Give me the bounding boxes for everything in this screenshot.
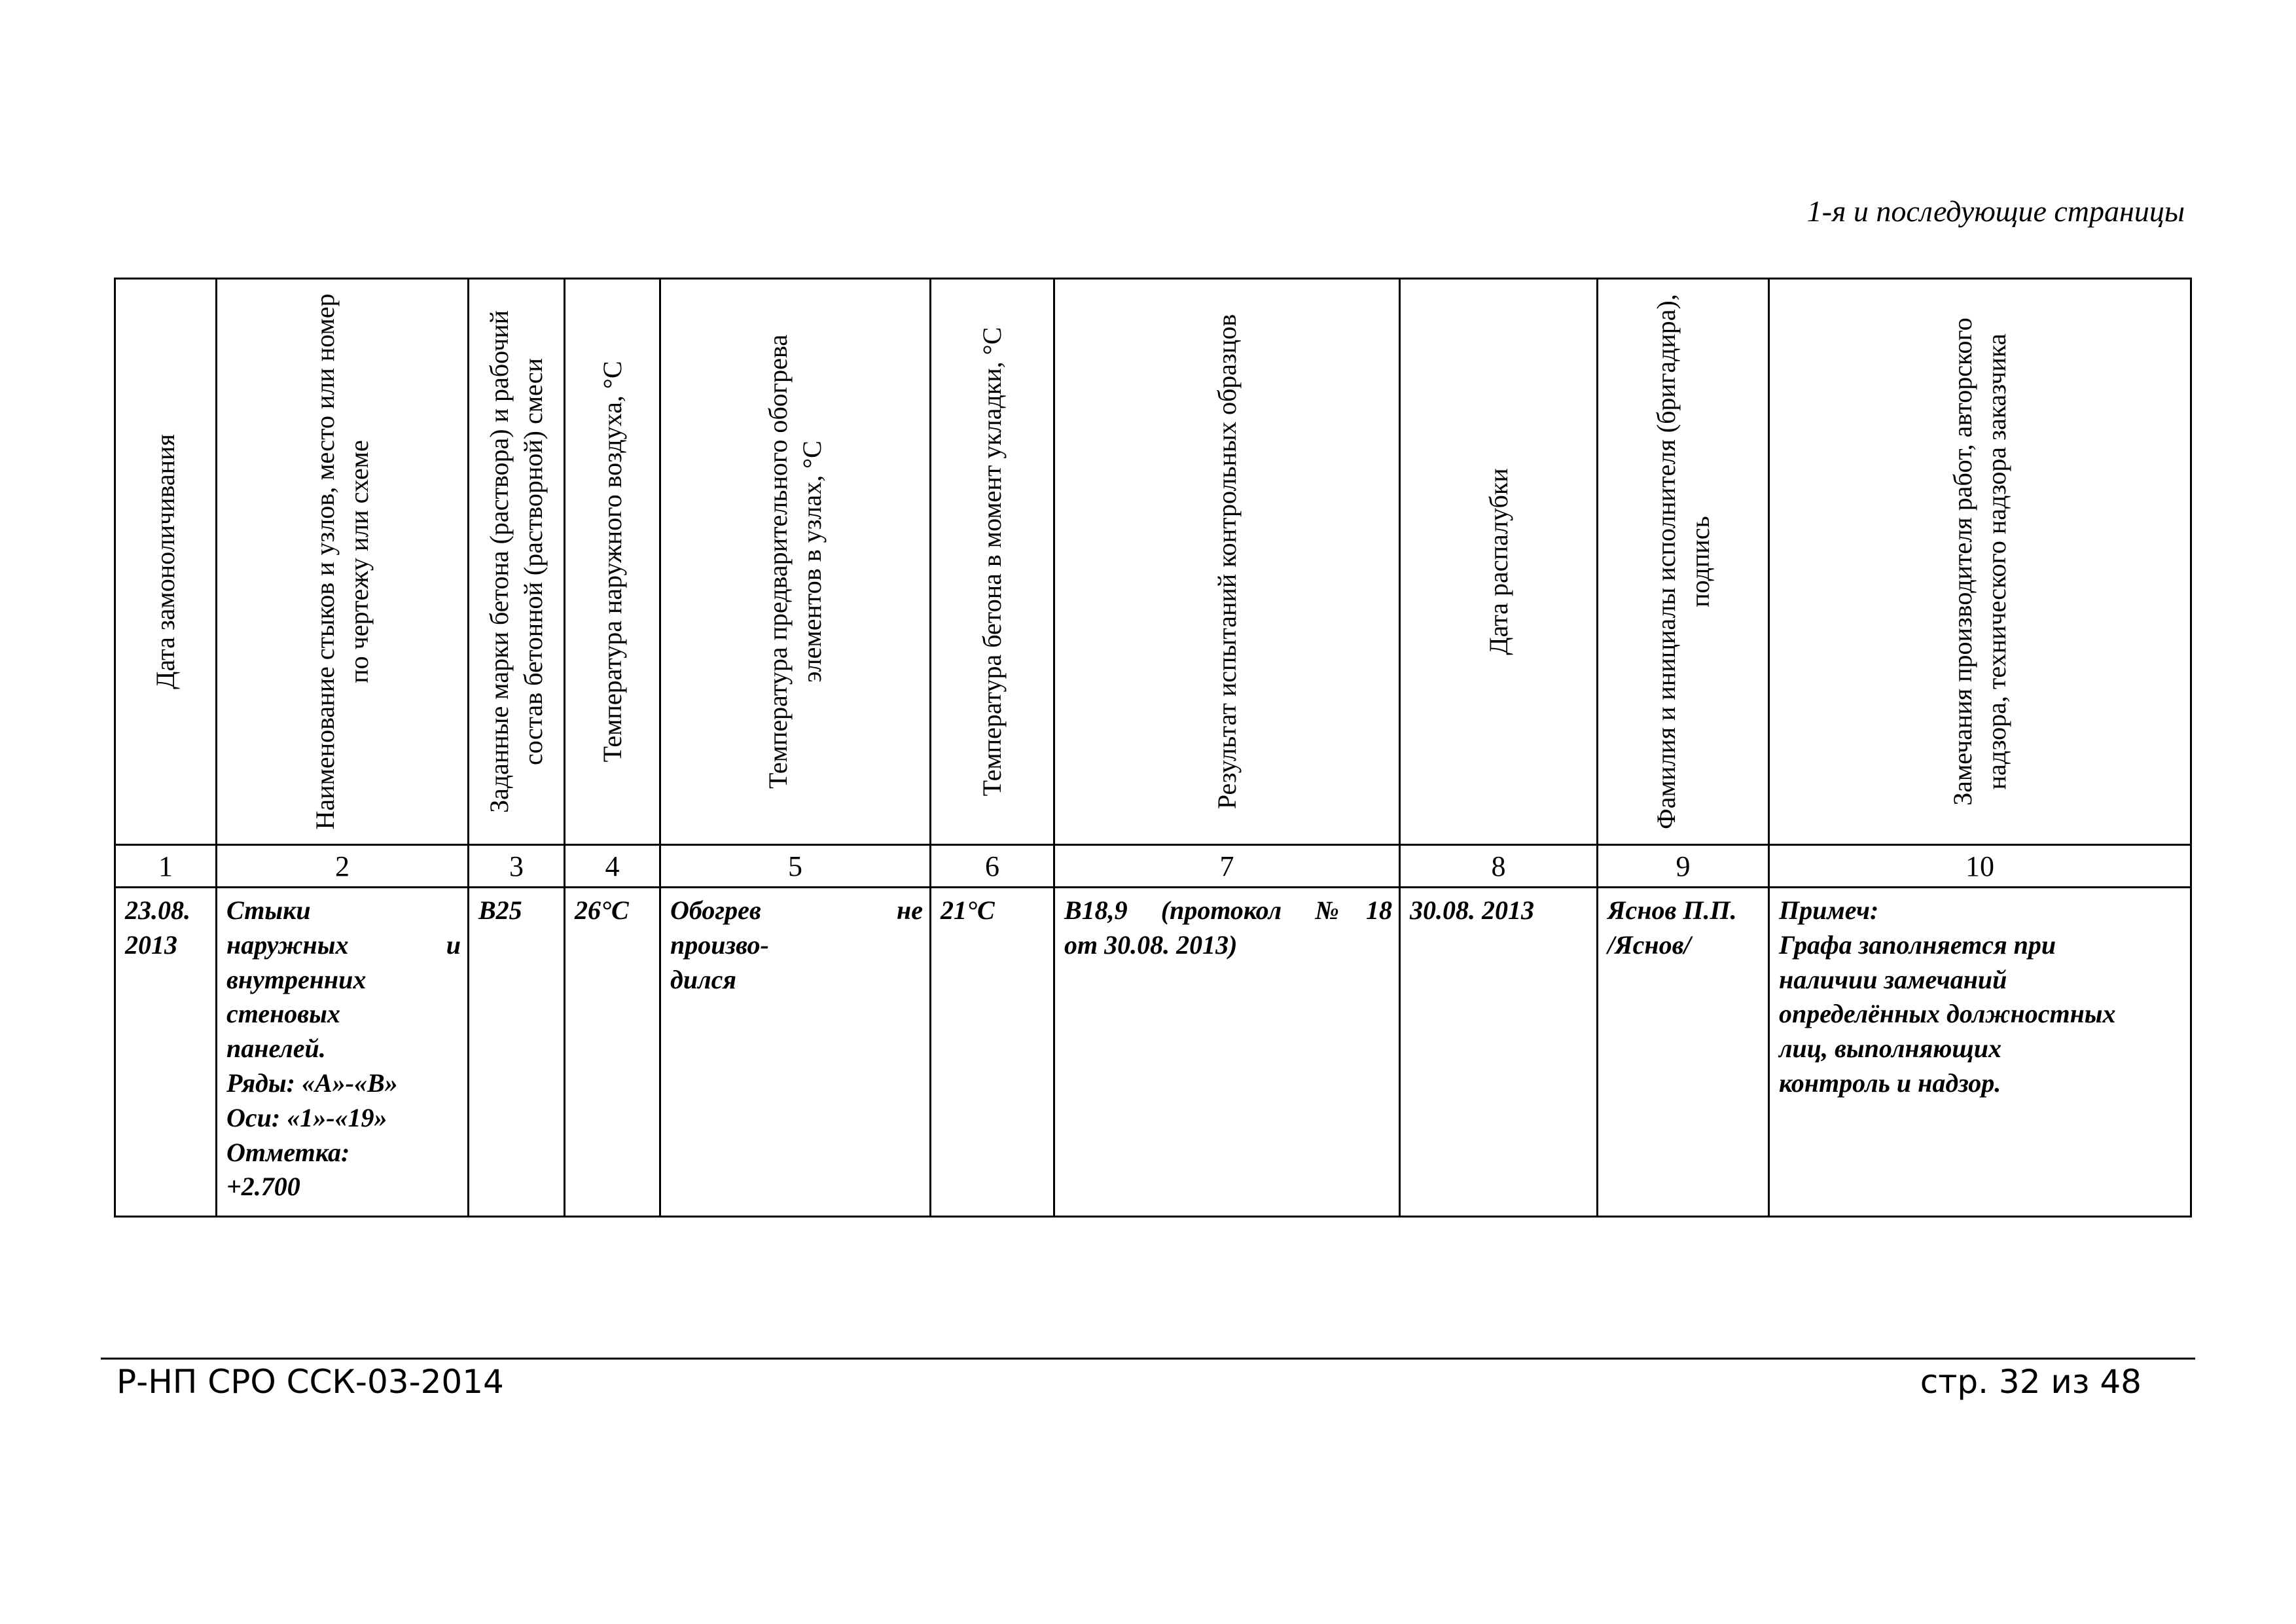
cell-remarks	[1769, 888, 2191, 1217]
concreting-journal-table	[114, 278, 2192, 1218]
cell-date	[115, 888, 217, 1217]
joints-line: панелей.	[226, 1034, 326, 1064]
page-subtitle: 1-я и последующие страницы	[1806, 194, 2185, 228]
column-number: 9	[1598, 845, 1769, 888]
cell-strip-date: 30.08. 2013	[1400, 888, 1598, 1217]
header-cell	[931, 279, 1054, 845]
column-number: 2	[217, 845, 469, 888]
header-row	[115, 279, 2191, 845]
column-number: 1	[115, 845, 217, 888]
header-cell	[217, 279, 469, 845]
header-cell	[565, 279, 660, 845]
cell-preheat	[660, 888, 931, 1217]
cell-grade: В25	[469, 888, 565, 1217]
joints-line: Стыки	[226, 895, 311, 925]
joints-line: наружных и	[226, 929, 461, 960]
cell-joints	[217, 888, 469, 1217]
test-result-line: В18,9 (протокол №18	[1064, 895, 1392, 925]
column-number: 6	[931, 845, 1054, 888]
remarks-line: наличии замечаний	[1779, 964, 2007, 994]
header-cell	[660, 279, 931, 845]
cell-test-result	[1054, 888, 1400, 1217]
cell-air-temp: 26°C	[565, 888, 660, 1217]
date-line: 23.08.	[125, 895, 190, 925]
header-cell	[1400, 279, 1598, 845]
header-cell	[1054, 279, 1400, 845]
header-strip-date: Дата распалубки	[1483, 468, 1513, 655]
footer-doc-code: Р-НП СРО ССК-03-2014	[117, 1363, 504, 1401]
date-line: 2013	[125, 929, 177, 960]
header-remarks: Замечания производителя работ, авторского надзора, технического надзора заказчика	[1948, 317, 2011, 806]
joints-line: Ряды: «А»-«В»	[226, 1068, 398, 1098]
column-number: 8	[1400, 845, 1598, 888]
remarks-line: Графа заполняется при	[1779, 929, 2056, 960]
header-cell	[1598, 279, 1769, 845]
footer-divider	[101, 1358, 2195, 1360]
test-result-line: от 30.08. 2013)	[1064, 929, 1238, 960]
header-preheat-temp: Температура предварительного обогрева элементов в узлах, °C	[763, 334, 827, 789]
table-row	[115, 888, 2191, 1217]
column-number: 3	[469, 845, 565, 888]
joints-line: Отметка:	[226, 1137, 350, 1167]
joints-line: стеновых	[226, 999, 340, 1029]
remarks-line: контроль и надзор.	[1779, 1068, 2001, 1098]
remarks-line: лиц, выполняющих	[1779, 1034, 2001, 1064]
header-cell	[469, 279, 565, 845]
remarks-line: определённых должностных	[1779, 999, 2116, 1029]
header-joints-name: Наименование стыков и узлов, место или номер по чертежу или схеме	[310, 293, 374, 830]
header-cell	[115, 279, 217, 845]
executor-line: Яснов П.П.	[1607, 895, 1737, 925]
header-date-casting: Дата замоноличивания	[151, 434, 180, 689]
preheat-line: произво-	[670, 929, 769, 960]
preheat-line: Обогрев не	[670, 895, 923, 925]
header-cell	[1769, 279, 2191, 845]
preheat-line: дился	[670, 964, 736, 994]
header-test-result: Результат испытаний контрольных образцов	[1211, 314, 1242, 810]
joints-line: +2.700	[226, 1172, 300, 1202]
cell-concrete-temp: 21°C	[931, 888, 1054, 1217]
header-concrete-temp: Температура бетона в момент укладки, °C	[977, 327, 1007, 797]
footer-page-number: стр. 32 из 48	[1920, 1363, 2142, 1401]
header-air-temp: Температура наружного воздуха, °C	[597, 361, 627, 763]
joints-line: внутренних	[226, 964, 367, 994]
header-concrete-grade: Заданные марки бетона (раствора) и рабочий состав бетонной (растворной) смеси	[484, 310, 548, 814]
column-number: 7	[1054, 845, 1400, 888]
executor-line: /Яснов/	[1607, 929, 1691, 960]
cell-executor	[1598, 888, 1769, 1217]
remarks-line: Примеч:	[1779, 895, 1879, 925]
column-number: 5	[660, 845, 931, 888]
column-number-row	[115, 845, 2191, 888]
column-number: 4	[565, 845, 660, 888]
header-executor: Фамилия и инициалы исполнителя (бригадира), подпись	[1651, 294, 1715, 829]
joints-line: Оси: «1»-«19»	[226, 1102, 387, 1132]
column-number: 10	[1769, 845, 2191, 888]
